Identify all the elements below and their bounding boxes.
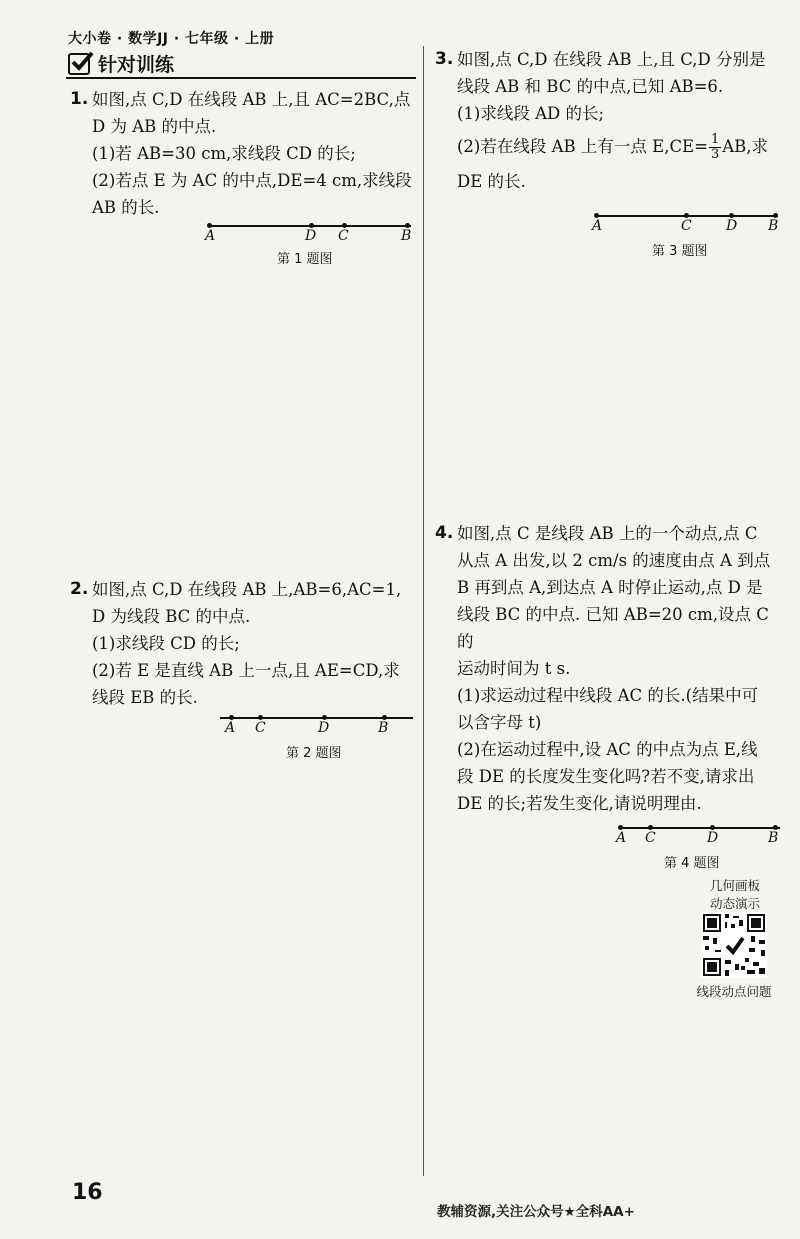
question-number: 4. (435, 523, 454, 543)
question-part: 以含字母 t) (457, 713, 542, 732)
question-part-text: AB,求 (722, 137, 769, 156)
question-text: 线段 BC 的中点. 已知 AB=20 cm,设点 C 的 (457, 605, 769, 651)
fraction-numerator: 1 (710, 132, 720, 147)
point-label: A (592, 218, 603, 234)
fraction (709, 133, 721, 162)
point-label: D (305, 228, 317, 244)
figure-caption: 第 3 题图 (652, 244, 708, 259)
question-part: (1)若 AB=30 cm,求线段 CD 的长; (92, 144, 356, 163)
question-part: DE 的长. (457, 172, 526, 191)
qr-title-line: 动态演示 (709, 896, 760, 911)
question-text: 线段 AB 和 BC 的中点,已知 AB=6. (457, 77, 724, 96)
question-text: D 为 AB 的中点. (92, 117, 217, 136)
point-label: D (726, 218, 738, 234)
point-label: C (255, 720, 266, 736)
point-label: A (616, 830, 627, 846)
question-part: 线段 EB 的长. (92, 688, 198, 707)
point-label: B (378, 720, 389, 736)
qr-subtitle: 线段动点问题 (696, 984, 772, 999)
question-3 (435, 46, 782, 195)
point-label: C (681, 218, 692, 234)
question-part (457, 133, 782, 162)
column-divider (423, 46, 424, 1176)
qr-title (700, 876, 770, 912)
figure-3 (592, 208, 782, 258)
question-text: B 再到点 A,到达点 A 时停止运动,点 D 是 (457, 578, 763, 597)
section-title (68, 50, 174, 77)
question-text: D 为线段 BC 的中点. (92, 607, 251, 626)
point-label: D (707, 830, 719, 846)
section-divider (66, 77, 416, 79)
point-label: B (768, 218, 779, 234)
question-1 (70, 86, 422, 221)
question-part: (1)求线段 CD 的长; (92, 634, 240, 653)
point-label: A (225, 720, 236, 736)
point-label: A (205, 228, 216, 244)
page-number: 16 (72, 1180, 103, 1205)
question-part: DE 的长;若发生变化,请说明理由. (457, 794, 702, 813)
qr-code-icon[interactable] (701, 912, 767, 978)
fraction-denominator: 3 (710, 147, 720, 162)
footer-note: 教辅资源,关注公众号★全科AA+ (437, 1204, 635, 1220)
figure-caption: 第 1 题图 (277, 252, 333, 267)
figure-1 (205, 218, 420, 268)
question-2 (70, 576, 422, 711)
question-text: 如图,点 C,D 在线段 AB 上,AB=6,AC=1, (92, 580, 402, 599)
point-label: C (645, 830, 656, 846)
question-4 (435, 520, 787, 817)
question-part: (1)求运动过程中线段 AC 的长.(结果中可 (457, 686, 759, 705)
question-part: (2)在运动过程中,设 AC 的中点为点 E,线 (457, 740, 758, 759)
figure-4 (616, 820, 786, 870)
question-text: 如图,点 C,D 在线段 AB 上,且 AC=2BC,点 (92, 90, 411, 109)
point-label: B (768, 830, 779, 846)
checkbox-icon (68, 53, 90, 75)
question-text: 如图,点 C,D 在线段 AB 上,且 C,D 分别是 (457, 50, 766, 69)
point-label: B (401, 228, 412, 244)
question-number: 3. (435, 49, 454, 69)
question-part: (2)若 E 是直线 AB 上一点,且 AE=CD,求 (92, 661, 400, 680)
figure-caption: 第 2 题图 (286, 746, 342, 761)
question-part-text: (2)若在线段 AB 上有一点 E,CE= (457, 137, 708, 156)
question-part: 段 DE 的长度发生变化吗?若不变,请求出 (457, 767, 755, 786)
section-title-text: 针对训练 (98, 54, 175, 76)
question-part: AB 的长. (92, 198, 160, 217)
book-header: 大小卷 · 数学JJ · 七年级 · 上册 (68, 31, 275, 47)
figure-2 (220, 710, 420, 760)
segment-line (620, 827, 780, 829)
point-label: C (338, 228, 349, 244)
question-text: 运动时间为 t s. (457, 659, 571, 678)
question-number: 1. (70, 89, 89, 109)
question-part: (1)求线段 AD 的长; (457, 104, 605, 123)
question-text: 从点 A 出发,以 2 cm/s 的速度由点 A 到点 (457, 551, 771, 570)
qr-title-line: 几何画板 (709, 878, 760, 893)
figure-caption: 第 4 题图 (664, 856, 720, 871)
question-part: (2)若点 E 为 AC 的中点,DE=4 cm,求线段 (92, 171, 412, 190)
question-text: 如图,点 C 是线段 AB 上的一个动点,点 C (457, 524, 758, 543)
question-number: 2. (70, 579, 89, 599)
point-label: D (318, 720, 330, 736)
